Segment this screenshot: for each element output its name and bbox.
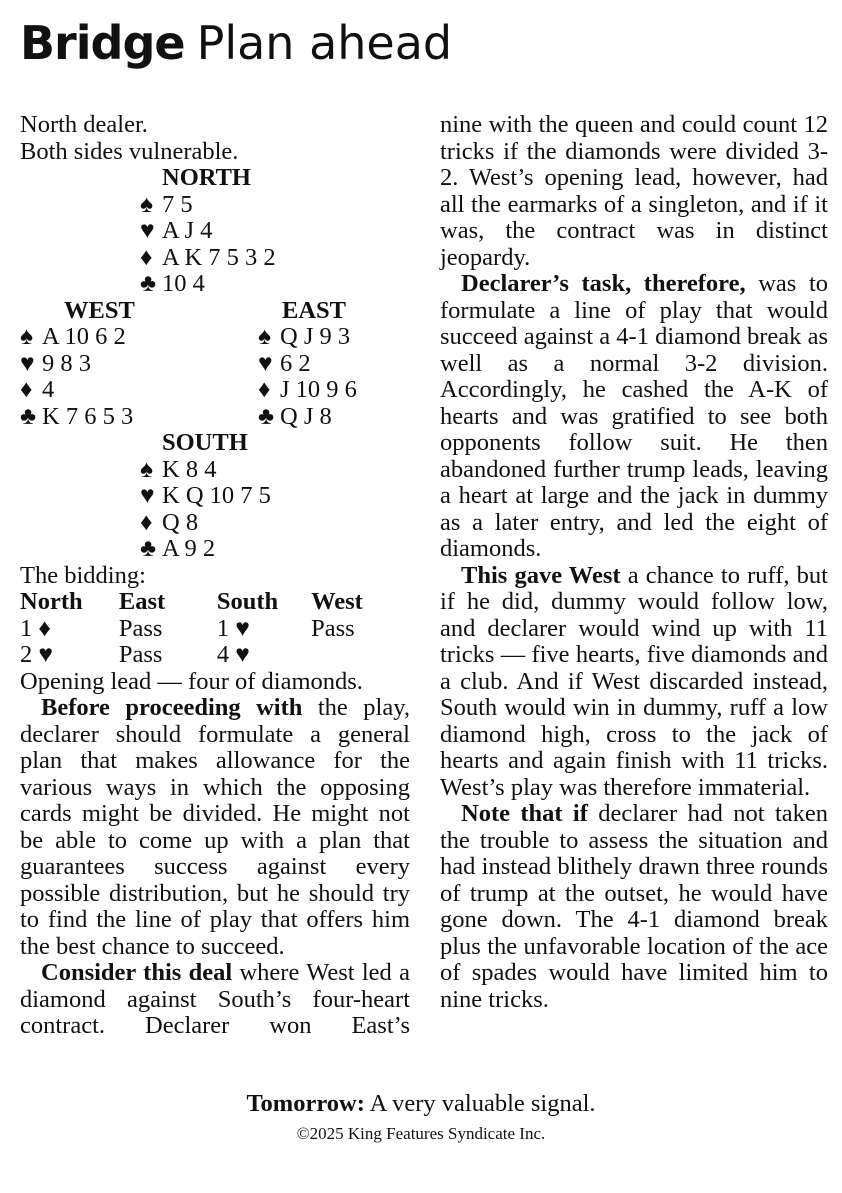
north-spades: ♠ 7 5 bbox=[140, 190, 193, 218]
left-column bbox=[20, 112, 410, 1040]
bid-cell: Pass bbox=[311, 614, 355, 642]
bidding-header-west: West bbox=[311, 588, 363, 615]
west-label: WEST bbox=[64, 296, 135, 324]
spade-icon: ♠ bbox=[20, 323, 34, 350]
deal-diagram bbox=[20, 165, 410, 615]
bidding-row bbox=[20, 642, 410, 669]
bid-cell: Pass bbox=[118, 641, 163, 668]
bid-cell: 4 ♥ bbox=[216, 641, 250, 668]
paragraph-5: Note that if declarer had not taken the trouble to assess the situation and had instead blithely drawn three rounds of trump at the outset, he would have gone down. The 4-1 diamond break plus the unfavorable location of the ace of spades would have limited him to nine tricks. bbox=[440, 800, 828, 1013]
bidding-header-south: South bbox=[216, 588, 279, 615]
dealer-line: North dealer. bbox=[20, 111, 148, 138]
bid-cell: 2 ♥ bbox=[20, 641, 53, 668]
heart-icon: ♥ bbox=[140, 482, 155, 509]
club-icon: ♣ bbox=[258, 402, 275, 430]
east-diamonds: ♦ J 10 9 6 bbox=[258, 376, 357, 403]
west-clubs: ♣ K 7 6 5 3 bbox=[20, 402, 134, 430]
club-icon: ♣ bbox=[140, 535, 157, 562]
paragraph-2: Consider this deal where West led a diamond against South’s four-heart contract. Declarer won East’s bbox=[20, 959, 410, 1039]
paragraph-4: This gave West a chance to ruff, but if he did, dummy would follow low, and declarer would wind up with 11 tricks — five hearts, five diamonds and a club. And if West discarded instead, South would win in dummy, ruff a low diamond high, cross to the jack of hearts and again finish with 11 tricks. West’s play was therefore immaterial. bbox=[440, 561, 828, 801]
diamond-icon: ♦ bbox=[140, 243, 153, 271]
west-spades: ♠ A 10 6 2 bbox=[20, 323, 126, 350]
tomorrow-teaser: Tomorrow: A very valuable signal. bbox=[246, 1090, 596, 1117]
right-column-text bbox=[440, 112, 828, 1013]
east-clubs: ♣ Q J 8 bbox=[258, 402, 332, 430]
spade-icon: ♠ bbox=[140, 190, 154, 218]
south-spades: ♠ K 8 4 bbox=[140, 455, 217, 483]
east-hearts: ♥ 6 2 bbox=[258, 349, 311, 377]
column-title bbox=[20, 8, 452, 78]
copyright: ©2025 King Features Syndicate Inc. bbox=[296, 1124, 546, 1143]
east-spades: ♠ Q J 9 3 bbox=[258, 323, 351, 350]
diamond-icon: ♦ bbox=[140, 508, 153, 536]
vulnerability-line: Both sides vulnerable. bbox=[20, 137, 239, 165]
paragraph-3: Declarer’s task, therefore, was to formulate a line of play that would succeed against a 4-1 diamond break as well as a normal 3-2 division. Accordingly, he cashed the A-K of hearts and was gratified to see both opponents follow suit. He then abandoned further trump leads, leaving a heart at large and the jack in dummy as a later entry, and led the eight of diamonds. bbox=[440, 270, 828, 562]
bid-cell: 1 ♦ bbox=[20, 614, 51, 642]
bidding-header-north: North bbox=[20, 588, 83, 615]
title-plan-ahead: Plan ahead bbox=[196, 16, 453, 70]
diamond-icon: ♦ bbox=[20, 376, 33, 403]
south-hearts: ♥ K Q 10 7 5 bbox=[140, 482, 271, 509]
title-bridge: Bridge bbox=[20, 16, 185, 70]
north-label: NORTH bbox=[162, 164, 251, 191]
south-diamonds: ♦ Q 8 bbox=[140, 508, 199, 536]
diamond-icon: ♦ bbox=[258, 376, 271, 403]
east-label: EAST bbox=[282, 296, 347, 324]
bidding-title: The bidding: bbox=[20, 561, 146, 589]
bid-cell: 1 ♥ bbox=[216, 614, 250, 642]
paragraph-1: Before proceeding with the play, declarer should formulate a general plan that makes allowance for the various ways in which the opposing cards might be divided. He might not be able to come up with a plan that guarantees success against every possible distribution, but he should try to find the line of play that offers him the best chance to succeed. bbox=[20, 694, 410, 960]
heart-icon: ♥ bbox=[140, 217, 155, 244]
south-clubs: ♣ A 9 2 bbox=[140, 535, 216, 562]
west-diamonds: ♦ 4 bbox=[20, 376, 55, 403]
north-clubs: ♣ 10 4 bbox=[140, 270, 205, 297]
spade-icon: ♠ bbox=[140, 455, 154, 483]
club-icon: ♣ bbox=[20, 402, 37, 430]
paragraph-2-continued: nine with the queen and could count 12 tricks if the diamonds were divided 3-2. West’s opening lead, however, had all the earmarks of a singleton, and if it was, the contract was in distinct jeopardy. bbox=[440, 111, 828, 271]
opening-lead: Opening lead — four of diamonds. bbox=[20, 667, 363, 695]
bidding-header-east: East bbox=[118, 588, 166, 615]
heart-icon: ♥ bbox=[20, 349, 35, 377]
bid-cell bbox=[311, 642, 410, 669]
bidding-row bbox=[20, 616, 410, 643]
bid-cell: Pass bbox=[118, 614, 163, 642]
heart-icon: ♥ bbox=[258, 349, 273, 377]
spade-icon: ♠ bbox=[258, 323, 272, 350]
north-diamonds: ♦ A K 7 5 3 2 bbox=[140, 243, 276, 271]
west-hearts: ♥ 9 8 3 bbox=[20, 349, 91, 377]
south-label: SOUTH bbox=[162, 429, 248, 456]
club-icon: ♣ bbox=[140, 270, 157, 297]
north-hearts: ♥ A J 4 bbox=[140, 217, 213, 244]
